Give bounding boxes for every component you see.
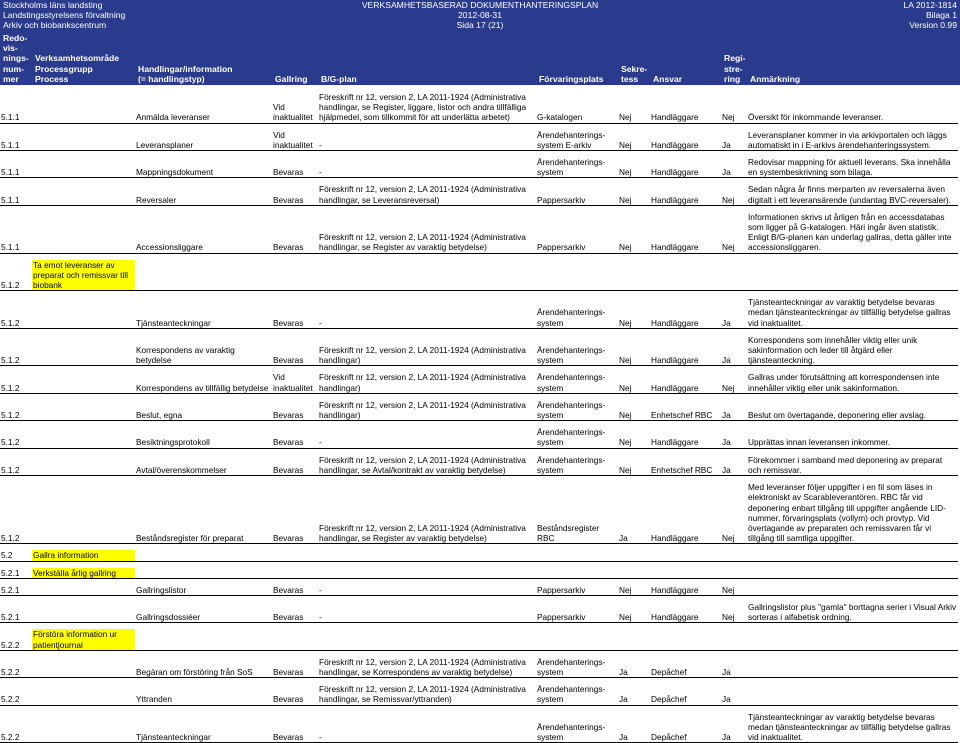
cell-ansvar: Handläggare (650, 297, 721, 328)
cell-bg-plan: Föreskrift nr 12, version 2, LA 2011-1924 (Administrativa handlingar, se Leveransreversal) (318, 184, 536, 205)
cell-gallring: Bevaras (272, 455, 318, 476)
cell-anmarkning: Översikt för inkommande leveranser. (747, 92, 958, 123)
cell-bg-plan: - (318, 585, 536, 596)
page-number: Sida 17 (21) (456, 20, 504, 30)
cell-redovisningsnummer: 5.2 (0, 550, 32, 561)
cell-bg-plan: - (318, 712, 536, 743)
cell-redovisningsnummer: 5.1.1 (0, 212, 32, 253)
cell-registrering: Ja (721, 130, 747, 151)
document-ref: LA 2012-1814 (903, 0, 957, 10)
cell-gallring: Bevaras (272, 482, 318, 544)
col-forvaringsplats: Förvaringsplats (539, 73, 604, 84)
cell-handling: Anmälda leveranser (135, 92, 272, 123)
cell-gallring: Bevaras (272, 602, 318, 623)
cell-sekretess: Nej (618, 212, 650, 253)
cell-forvaringsplats: Pappersarkiv (536, 212, 618, 253)
cell-registrering: Ja (721, 657, 747, 678)
attachment-label: Bilaga 1 (925, 10, 957, 20)
cell-forvaringsplats: Ärendehanterings-system (536, 712, 618, 743)
cell-registrering: Ja (721, 297, 747, 328)
cell-forvaringsplats: Ärendehanterings-system (536, 400, 618, 421)
cell-handling: Tjänsteanteckningar (135, 297, 272, 328)
cell-sekretess: Nej (618, 455, 650, 476)
cell-bg-plan: Föreskrift nr 12, version 2, LA 2011-1924 (Administrativa handlingar) (318, 400, 536, 421)
cell-ansvar: Handläggare (650, 212, 721, 253)
cell-handling: Tjänsteanteckningar (135, 712, 272, 743)
cell-anmarkning: Beslut om övertagande, deponering eller avslag. (747, 400, 958, 421)
cell-sekretess: Nej (618, 130, 650, 151)
cell-handling: Besiktningsprotokoll (135, 427, 272, 448)
cell-gallring: Bevaras (272, 157, 318, 178)
process-heading-row (0, 568, 958, 579)
table-row (0, 297, 958, 328)
cell-anmarkning: Leveransplaner kommer in via arkivportalen och läggs automatiskt in i E-arkivs ärendehanteringssystem. (747, 130, 958, 151)
header-center (0, 0, 960, 30)
cell-ansvar: Enhetschef RBC (650, 400, 721, 421)
cell-process (32, 602, 135, 623)
cell-gallring: Vid inaktualitet (272, 130, 318, 151)
cell-ansvar: Depåchef (650, 657, 721, 678)
cell-anmarkning (747, 585, 958, 596)
cell-process (32, 372, 135, 393)
cell-gallring: Bevaras (272, 427, 318, 448)
cell-handling: Begäran om förstöring från SoS (135, 657, 272, 678)
cell-forvaringsplats: Ärendehanterings-system (536, 372, 618, 393)
cell-handling: Beståndsregister för preparat (135, 482, 272, 544)
document-date: 2012-08-31 (458, 10, 502, 20)
cell-redovisningsnummer: 5.2.1 (0, 585, 32, 596)
cell-bg-plan: - (318, 427, 536, 448)
cell-process (32, 184, 135, 205)
cell-gallring: Bevaras (272, 297, 318, 328)
cell-anmarkning: Gallras under förutsättning att korrespondensen inte innehåller viktig eller unik sakinformation. (747, 372, 958, 393)
cell-anmarkning: Korrespondens som innehåller viktig eller unik sakinformation och leder till åtgärd eller tjänsteanteckning. (747, 335, 958, 366)
table-row (0, 684, 958, 705)
cell-gallring: Bevaras (272, 335, 318, 366)
cell-forvaringsplats: Beståndsregister RBC (536, 482, 618, 544)
cell-process (32, 297, 135, 328)
cell-anmarkning: Förekommer i samband med deponering av preparat och remissvar. (747, 455, 958, 476)
version-label: Version 0.99 (909, 20, 957, 30)
cell-bg-plan: Föreskrift nr 12, version 2, LA 2011-1924 (Administrativa handlingar) (318, 372, 536, 393)
table-row (0, 455, 958, 476)
column-headers (0, 30, 960, 85)
cell-process (32, 684, 135, 705)
cell-handling: Gallringsdossiéer (135, 602, 272, 623)
table-row (0, 92, 958, 123)
cell-handling: Yttranden (135, 684, 272, 705)
cell-gallring: Bevaras (272, 212, 318, 253)
cell-gallring: Vid inaktualitet (272, 92, 318, 123)
cell-handling: Mappningsdokument (135, 157, 272, 178)
cell-process-heading: Ta emot leveranser av preparat och remissvar till biobank (32, 260, 135, 291)
cell-redovisningsnummer: 5.1.2 (0, 335, 32, 366)
process-heading-row (0, 629, 958, 650)
cell-sekretess: Ja (618, 684, 650, 705)
col-registrering: Regi- stre- ring (724, 53, 746, 84)
cell-ansvar: Handläggare (650, 427, 721, 448)
cell-ansvar: Enhetschef RBC (650, 455, 721, 476)
cell-sekretess: Ja (618, 657, 650, 678)
cell-redovisningsnummer: 5.2.2 (0, 629, 32, 650)
cell-handling: Beslut, egna (135, 400, 272, 421)
cell-redovisningsnummer: 5.1.2 (0, 482, 32, 544)
cell-process-heading: Förstöra information ur patientjournal (32, 629, 135, 650)
cell-bg-plan: - (318, 297, 536, 328)
cell-redovisningsnummer: 5.1.2 (0, 400, 32, 421)
table-row (0, 130, 958, 151)
cell-redovisningsnummer: 5.1.2 (0, 455, 32, 476)
org-admin: Landstingsstyrelsens förvaltning (3, 10, 126, 20)
cell-process (32, 335, 135, 366)
cell-bg-plan: Föreskrift nr 12, version 2, LA 2011-1924 (Administrativa handlingar, se Korrespondens av varaktig betydelse) (318, 657, 536, 678)
cell-sekretess: Nej (618, 372, 650, 393)
cell-redovisningsnummer: 5.2.2 (0, 684, 32, 705)
cell-process (32, 657, 135, 678)
document-title: VERKSAMHETSBASERAD DOKUMENTHANTERINGSPLAN (361, 0, 599, 10)
col-handlingar: Handlingar/information (= handlingstyp) (138, 63, 233, 84)
cell-anmarkning (747, 657, 958, 678)
cell-ansvar: Handläggare (650, 157, 721, 178)
cell-gallring: Bevaras (272, 585, 318, 596)
table-row (0, 372, 958, 393)
col-sekretess: Sekre- tess (621, 63, 648, 84)
cell-redovisningsnummer: 5.1.1 (0, 130, 32, 151)
table-row (0, 482, 958, 544)
cell-process (32, 212, 135, 253)
cell-registrering: Ja (721, 335, 747, 366)
cell-handling: Accessionsliggare (135, 212, 272, 253)
cell-bg-plan: Föreskrift nr 12, version 2, LA 2011-1924 (Administrativa handlingar, se Register av varaktig betydelse) (318, 212, 536, 253)
cell-forvaringsplats: Pappersarkiv (536, 585, 618, 596)
cell-handling: Korrespondens av varaktig betydelse (135, 335, 272, 366)
cell-ansvar: Handläggare (650, 482, 721, 544)
table-row (0, 157, 958, 178)
table-row (0, 427, 958, 448)
cell-forvaringsplats: Ärendehanterings-system (536, 157, 618, 178)
col-gallring: Gallring (275, 73, 308, 84)
cell-registrering: Ja (721, 157, 747, 178)
cell-forvaringsplats: Ärendehanterings-system (536, 657, 618, 678)
page-header (0, 0, 960, 30)
cell-sekretess: Nej (618, 157, 650, 178)
cell-anmarkning (747, 684, 958, 705)
cell-handling: Reversaler (135, 184, 272, 205)
cell-redovisningsnummer: 5.2.2 (0, 657, 32, 678)
cell-bg-plan: - (318, 130, 536, 151)
cell-gallring: Vid inaktualitet (272, 372, 318, 393)
cell-sekretess: Nej (618, 297, 650, 328)
cell-handling: Avtal/överenskommelser (135, 455, 272, 476)
cell-registrering: Nej (721, 92, 747, 123)
cell-forvaringsplats: Ärendehanterings-system (536, 427, 618, 448)
cell-process (32, 427, 135, 448)
cell-bg-plan: Föreskrift nr 12, version 2, LA 2011-1924 (Administrativa handlingar) (318, 335, 536, 366)
cell-ansvar: Handläggare (650, 585, 721, 596)
cell-bg-plan: Föreskrift nr 12, version 2, LA 2011-1924 (Administrativa handlingar, se Register av varaktig betydelse) (318, 482, 536, 544)
cell-forvaringsplats: Pappersarkiv (536, 602, 618, 623)
cell-process (32, 92, 135, 123)
col-redovisningsnummer: Redo- vis- nings- num- mer (3, 32, 29, 84)
cell-process (32, 130, 135, 151)
cell-redovisningsnummer: 5.1.1 (0, 92, 32, 123)
cell-registrering: Ja (721, 455, 747, 476)
document-table (0, 92, 958, 743)
cell-process (32, 712, 135, 743)
cell-anmarkning: Gallringslistor plus "gamla" borttagna serier i Visual Arkiv sorteras i alfabetisk ordning. (748, 601, 957, 623)
cell-empty (135, 568, 958, 579)
cell-empty (135, 260, 958, 291)
table-body (0, 92, 958, 743)
cell-forvaringsplats: Ärendehanterings-system E-arkiv (536, 130, 618, 151)
org-name: Stockholms läns landsting (3, 0, 103, 10)
cell-anmarkning: Sedan några år finns merparten av reversalerna även digitalt i ett leveransärende (undantag BVC-reversaler). (747, 184, 958, 205)
table-row (0, 212, 958, 253)
cell-bg-plan: Föreskrift nr 12, version 2, LA 2011-1924 (Administrativa handlingar, se Avtal/kontrakt av varaktig betydelse) (318, 455, 536, 476)
cell-gallring: Bevaras (272, 184, 318, 205)
cell-forvaringsplats: Ärendehanterings-system (536, 684, 618, 705)
cell-handling: Gallringslistor (135, 585, 272, 596)
cell-empty (135, 550, 958, 561)
cell-sekretess: Nej (618, 400, 650, 421)
cell-process (32, 157, 135, 178)
table-row (0, 712, 958, 743)
cell-redovisningsnummer: 5.1.1 (0, 184, 32, 205)
cell-registrering: Ja (721, 427, 747, 448)
cell-process (32, 482, 135, 544)
cell-redovisningsnummer: 5.1.1 (0, 157, 32, 178)
cell-process (32, 585, 135, 596)
cell-sekretess: Nej (618, 427, 650, 448)
cell-process (32, 400, 135, 421)
cell-forvaringsplats: Ärendehanterings-system (536, 455, 618, 476)
cell-redovisningsnummer: 5.2.2 (0, 712, 32, 743)
cell-redovisningsnummer: 5.2.1 (0, 602, 32, 623)
cell-sekretess: Nej (618, 184, 650, 205)
cell-bg-plan: - (318, 602, 536, 623)
table-row (0, 585, 958, 596)
cell-redovisningsnummer: 5.2.1 (0, 568, 32, 579)
cell-bg-plan: - (318, 157, 536, 178)
cell-registrering: Ja (721, 712, 747, 743)
cell-ansvar: Depåchef (650, 684, 721, 705)
cell-registrering: Nej (721, 602, 747, 623)
cell-registrering: Nej (721, 482, 747, 544)
cell-registrering: Ja (721, 400, 747, 421)
col-verksamhet: Verksamhetsområde Processgrupp Process (35, 53, 120, 84)
table-row (0, 184, 958, 205)
cell-forvaringsplats: Pappersarkiv (536, 184, 618, 205)
cell-forvaringsplats: Ärendehanterings-system (536, 335, 618, 366)
cell-empty (135, 629, 958, 650)
col-bg-plan: B/G-plan (321, 73, 357, 84)
cell-ansvar: Handläggare (650, 335, 721, 366)
cell-redovisningsnummer: 5.1.2 (0, 297, 32, 328)
cell-bg-plan: Föreskrift nr 12, version 2, LA 2011-1924 (Administrativa handlingar, se Register, liggare, listor och andra tillfälliga hjälpmedel, som tillkommit för att underlätta arbetet) (318, 92, 536, 123)
table-row (0, 602, 958, 623)
cell-sekretess: Ja (618, 482, 650, 544)
cell-forvaringsplats: G-katalogen (536, 92, 618, 123)
cell-registrering: Ja (721, 684, 747, 705)
cell-redovisningsnummer: 5.1.2 (0, 427, 32, 448)
cell-process-heading: Gallra information (32, 550, 135, 561)
cell-sekretess: Nej (618, 335, 650, 366)
cell-ansvar: Handläggare (650, 602, 721, 623)
header-right (903, 0, 957, 30)
process-heading-row (0, 260, 958, 291)
cell-sekretess: Nej (618, 92, 650, 123)
cell-sekretess: Nej (618, 585, 650, 596)
cell-registrering: Nej (721, 372, 747, 393)
cell-ansvar: Handläggare (650, 372, 721, 393)
cell-anmarkning: Redovisar mappning för aktuell leverans. Ska innehålla en systembeskrivning som bilaga. (747, 157, 958, 178)
org-unit: Arkiv och biobankscentrum (3, 20, 107, 30)
cell-anmarkning: Tjänsteanteckningar av varaktig betydelse bevaras medan tjänsteanteckningar av tillfällig betydelse gallras vid inaktualitet. (747, 712, 958, 743)
cell-anmarkning: Upprättas innan leveransen inkommer. (747, 427, 958, 448)
col-anmarkning: Anmärkning (750, 73, 801, 84)
col-ansvar: Ansvar (653, 73, 683, 84)
cell-bg-plan: Föreskrift nr 12, version 2, LA 2011-1924 (Administrativa handlingar, se Remissvar/yttranden) (318, 684, 536, 705)
cell-redovisningsnummer: 5.1.2 (0, 372, 32, 393)
cell-ansvar: Handläggare (650, 92, 721, 123)
cell-handling: Korrespondens av tillfällig betydelse (135, 372, 272, 393)
cell-gallring: Bevaras (272, 712, 318, 743)
cell-ansvar: Handläggare (650, 130, 721, 151)
cell-anmarkning: Informationen skrivs ut årligen från en accessdatabas som ligger på G-katalogen. Häri ingår även statistik. Enligt B/G-planen kan underlag gallras, detta gäller inte accessionsliggaren. (747, 212, 958, 253)
cell-process (32, 455, 135, 476)
table-row (0, 400, 958, 421)
cell-registrering: Nej (721, 184, 747, 205)
table-row (0, 335, 958, 366)
cell-ansvar: Handläggare (650, 184, 721, 205)
cell-process-heading: Verkställa årlig gallring (32, 568, 135, 579)
cell-gallring: Bevaras (272, 657, 318, 678)
cell-sekretess: Nej (618, 602, 650, 623)
cell-forvaringsplats: Ärendehanterings-system (536, 297, 618, 328)
cell-registrering: Nej (721, 585, 747, 596)
cell-anmarkning: Tjänsteanteckningar av varaktig betydelse bevaras medan tjänsteanteckningar av tillfällig betydelse gallras vid inaktualitet. (747, 297, 958, 328)
table-row (0, 657, 958, 678)
process-heading-row (0, 550, 958, 561)
cell-registrering: Nej (721, 212, 747, 253)
cell-handling: Leveransplaner (135, 130, 272, 151)
cell-anmarkning: Med leveranser följer uppgifter i en fil som läses in elektroniskt av Scarableverantören. RBC får vid deponering enbart tillgång till uppgifter angående LID-nummer, förvaringsplats (vollym) och provtyp. Vid övertagande av preparaten och remissvaren får vi tillgång till samtliga uppgifter. (747, 482, 958, 544)
cell-gallring: Bevaras (272, 684, 318, 705)
cell-redovisningsnummer: 5.1.2 (0, 260, 32, 291)
cell-ansvar: Depåchef (650, 712, 721, 743)
cell-sekretess: Ja (618, 712, 650, 743)
cell-gallring: Bevaras (272, 400, 318, 421)
